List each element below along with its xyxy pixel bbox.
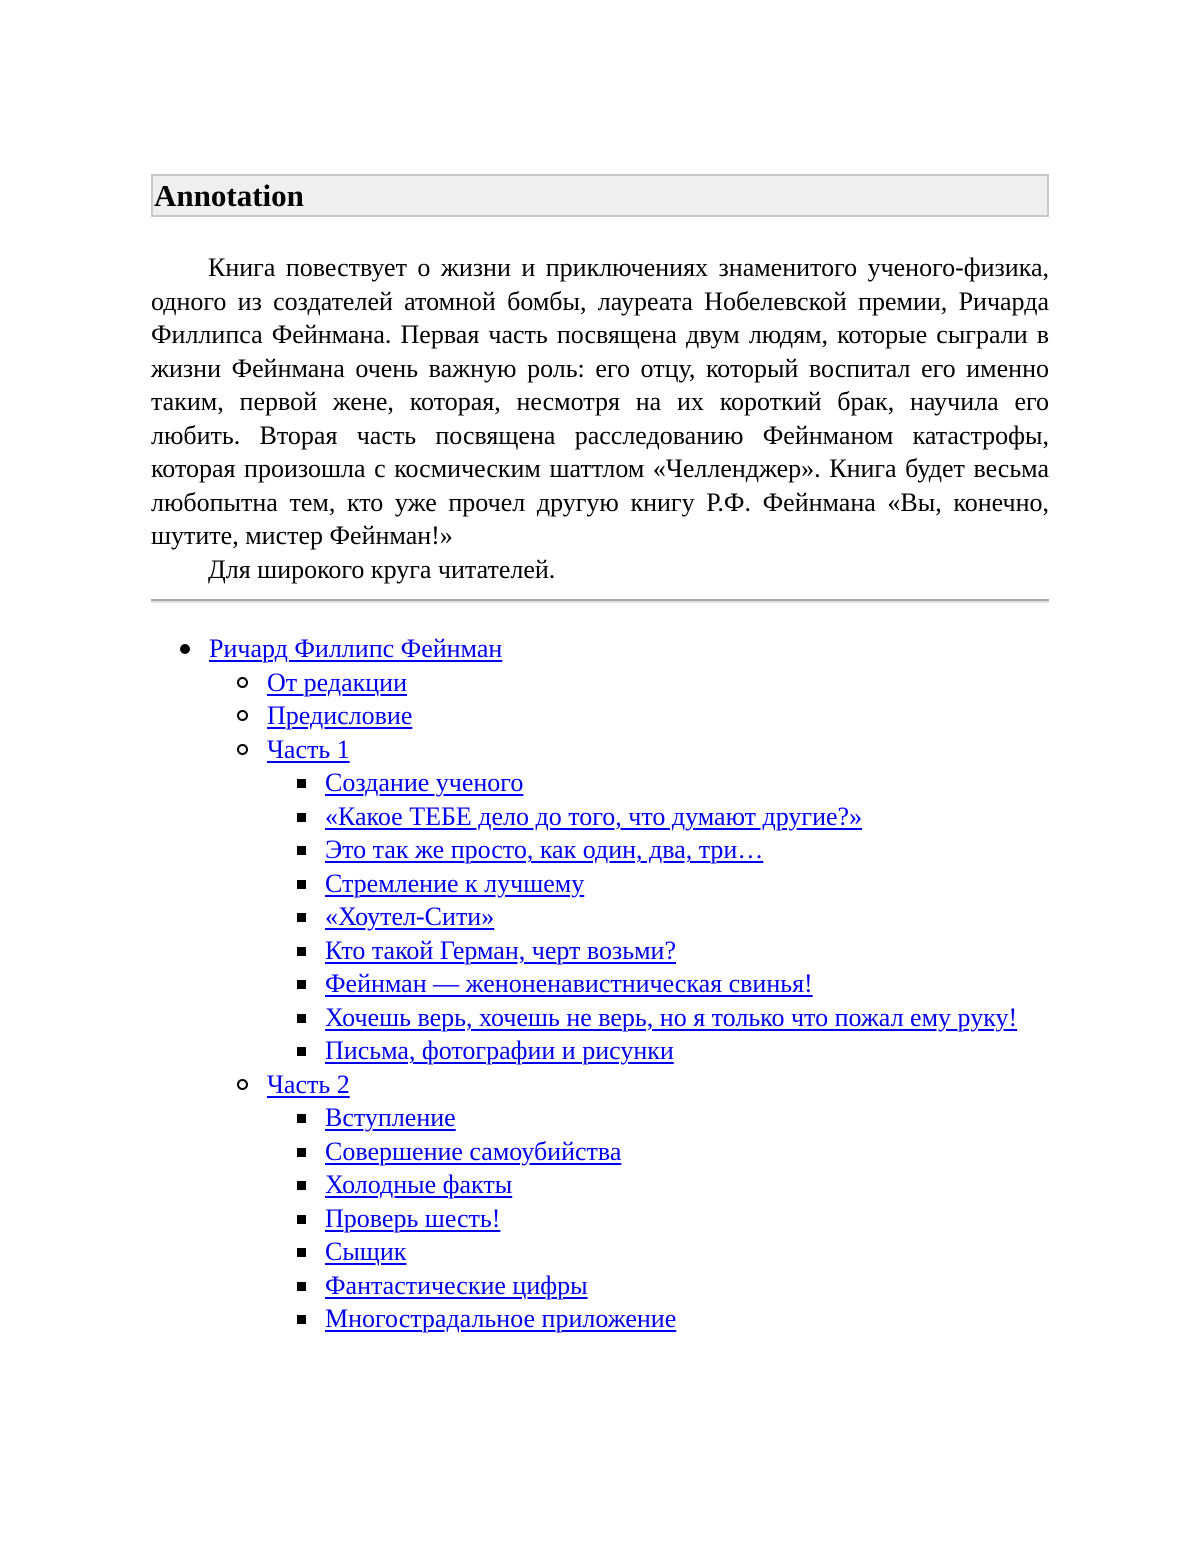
square-bullet-icon [297,913,306,922]
toc-chapter [267,934,1049,968]
toc-chapter [267,1235,1049,1269]
toc-chapter [267,1168,1049,1202]
toc-link-chapter[interactable]: Холодные факты [325,1170,513,1199]
circle-bullet-icon [237,710,248,721]
toc-chapter [267,1202,1049,1236]
toc-link-chapter[interactable]: Фантастические цифры [325,1270,588,1300]
annotation-paragraph: Для широкого круга читателей. [208,554,556,584]
annotation-heading: Annotation [151,174,1049,217]
toc-link-chapter[interactable]: Фейнман — женоненавистническая свинья! [325,969,813,998]
toc-link-section[interactable]: Часть 1 [267,734,350,764]
toc-link-chapter[interactable]: Совершение самоубийства [325,1136,622,1166]
square-bullet-icon [297,1148,306,1157]
toc-chapter-list [267,1101,1049,1336]
table-of-contents [151,632,1049,1336]
circle-bullet-icon [237,677,248,688]
toc-link-chapter[interactable]: Кто такой Герман, черт возьми? [325,935,677,965]
toc-chapter [267,766,1049,800]
toc-section [209,699,1049,733]
toc-link-section[interactable]: Предисловие [267,701,413,730]
toc-link-chapter[interactable]: Письма, фотографии и рисунки [325,1036,674,1065]
toc-chapter [267,1101,1049,1135]
toc-chapter-list [267,766,1049,1068]
toc-chapter [267,1302,1049,1336]
square-bullet-icon [297,947,306,956]
toc-chapter [267,800,1049,834]
toc-link-chapter[interactable]: Проверь шесть! [325,1203,501,1233]
square-bullet-icon [297,1282,306,1291]
toc-link-chapter[interactable]: Стремление к лучшему [325,868,585,898]
toc-link-section[interactable]: От редакции [267,667,407,697]
annotation-body [151,251,1049,586]
square-bullet-icon [297,813,306,822]
square-bullet-icon [297,1014,306,1023]
toc-chapter [267,1001,1049,1035]
square-bullet-icon [297,1047,306,1056]
toc-link-chapter[interactable]: Сыщик [325,1237,407,1266]
toc-link-chapter[interactable]: Это так же просто, как один, два, три… [325,835,764,864]
toc-chapter [267,1034,1049,1068]
toc-chapter [267,833,1049,867]
square-bullet-icon [297,1114,306,1123]
square-bullet-icon [297,1215,306,1224]
toc-chapter [267,1269,1049,1303]
toc-link-chapter[interactable]: Многострадальное приложение [325,1304,677,1333]
toc-item-title [151,632,1049,1336]
circle-bullet-icon [237,1079,248,1090]
toc-link-chapter[interactable]: «Какое ТЕБЕ дело до того, что думают другие?» [325,801,863,831]
toc-chapter [267,967,1049,1001]
disc-bullet-icon [180,644,190,654]
square-bullet-icon [297,1248,306,1257]
toc-root-list [151,632,1049,1336]
square-bullet-icon [297,846,306,855]
square-bullet-icon [297,1181,306,1190]
toc-link-chapter[interactable]: «Хоутел-Сити» [325,902,495,931]
toc-section [209,1068,1049,1336]
toc-section [209,666,1049,700]
toc-link-section[interactable]: Часть 2 [267,1069,350,1099]
toc-chapter [267,900,1049,934]
square-bullet-icon [297,880,306,889]
square-bullet-icon [297,1315,306,1324]
square-bullet-icon [297,980,306,989]
page [151,174,1049,1336]
square-bullet-icon [297,779,306,788]
toc-link-chapter[interactable]: Вступление [325,1103,456,1132]
toc-chapter [267,867,1049,901]
horizontal-divider [151,599,1049,603]
circle-bullet-icon [237,744,248,755]
toc-sections-list [209,666,1049,1336]
annotation-paragraph: Книга повествует о жизни и приключениях знаменитого ученого-физика, одного из создателей атомной бомбы, лауреата Нобелевской премии, Ричарда Филлипса Фейнмана. Первая часть посвящена двум людям, которые сыграли в жизни Фейнмана очень важную роль: его отцу, который воспитал его именно таким, первой жене, которая, несмотря на их короткий брак, научила его любить. Вторая часть посвящена расследованию Фейнманом катастрофы, которая произошла с космическим шаттлом «Челленджер». Книга будет весьма любопытна тем, кто уже прочел другую книгу Р.Ф. Фейнмана «Вы, конечно, шутите, мистер Фейнман!» [151,253,1049,550]
toc-chapter [267,1135,1049,1169]
toc-link-chapter[interactable]: Хочешь верь, хочешь не верь, но я только что пожал ему руку! [325,1002,1018,1032]
toc-link-chapter[interactable]: Создание ученого [325,768,524,797]
toc-link-title[interactable]: Ричард Филлипс Фейнман [209,634,503,663]
toc-section [209,733,1049,1068]
